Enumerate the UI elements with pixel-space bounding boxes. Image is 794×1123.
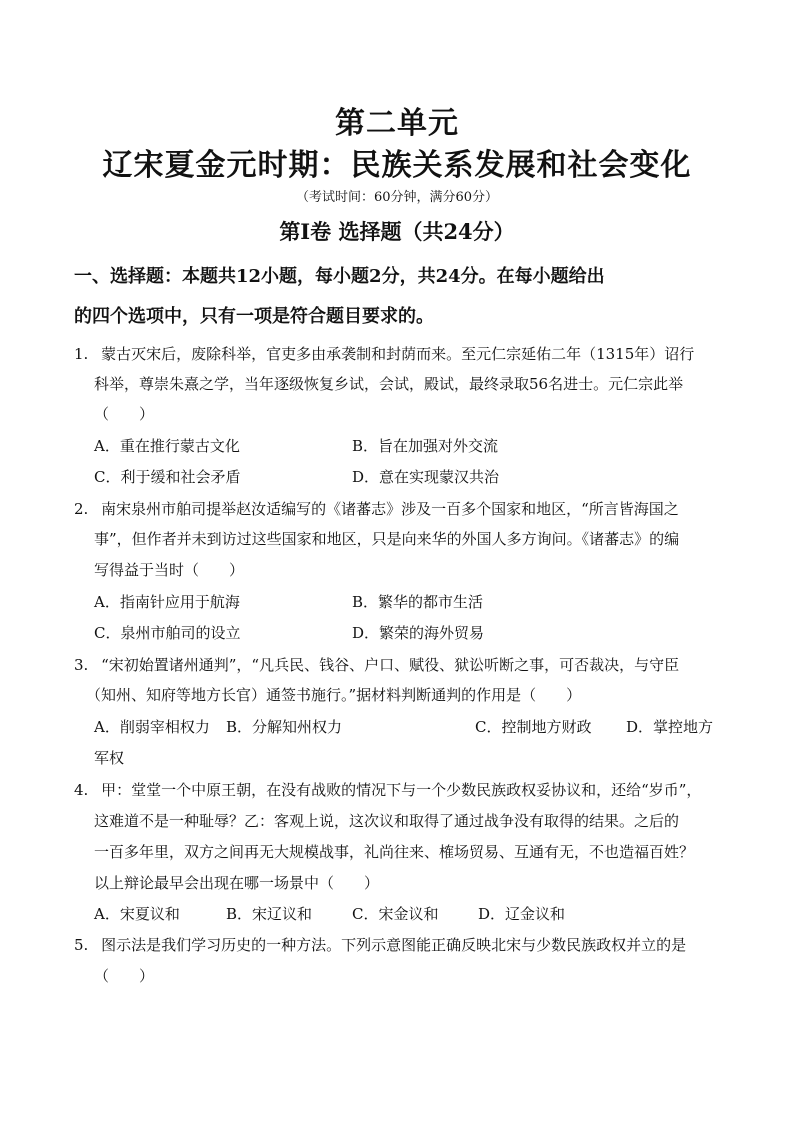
option-b: B．繁华的都市生活: [352, 593, 484, 611]
instructions-line-2: 的四个选项中，只有一项是符合题目要求的。: [74, 306, 434, 327]
exam-info: （考试时间：60分钟，满分60分）: [295, 190, 499, 205]
option-c: C．宋金议和: [352, 905, 439, 923]
question-number: 5.: [74, 936, 89, 954]
section-title: 第I卷 选择题（共24分）: [279, 219, 515, 244]
answer-blank: （ ）: [94, 967, 155, 985]
option-b: B．宋辽议和: [226, 905, 313, 923]
unit-title: 第二单元: [335, 106, 459, 141]
option-b: B．分解知州权力: [226, 718, 343, 736]
option-d-continued: 军权: [94, 749, 125, 767]
question-text-line: （知州、知府等地方长官）通签书施行。”据材料判断通判的作用是（ ）: [86, 686, 582, 704]
option-d: D．意在实现蒙汉共治: [352, 468, 500, 486]
answer-blank: （ ）: [94, 405, 155, 423]
option-a: A．削弱宰相权力: [94, 718, 210, 736]
question-text-line: 图示法是我们学习历史的一种方法。下列示意图能正确反映北宋与少数民族政权并立的是: [101, 936, 687, 954]
question-number: 2.: [74, 500, 89, 518]
question-number: 4.: [74, 781, 89, 799]
option-c: C．控制地方财政: [475, 718, 592, 736]
option-d: D．掌控地方: [626, 718, 714, 736]
option-c: C．泉州市舶司的设立: [94, 624, 241, 642]
option-b: B．旨在加强对外交流: [352, 437, 499, 455]
option-a: A．指南针应用于航海: [94, 593, 240, 611]
question-text-line: 甲：堂堂一个中原王朝，在没有战败的情况下与一个少数民族政权妥协议和，还给“岁币”，: [101, 781, 702, 799]
question-text-line: 以上辩论最早会出现在哪一场景中（ ）: [94, 874, 380, 892]
option-a: A．宋夏议和: [94, 905, 180, 923]
page-title: 辽宋夏金元时期：民族关系发展和社会变化: [102, 148, 692, 183]
question-text-line: 写得益于当时（ ）: [94, 561, 245, 579]
question-text-line: 蒙古灭宋后，废除科举，官吏多由承袭制和封荫而来。至元仁宗延佑二年（1315年）诏行: [101, 345, 695, 363]
option-d: D．繁荣的海外贸易: [352, 624, 485, 642]
option-d: D．辽金议和: [478, 905, 566, 923]
question-text-line: “宋初始置诸州通判”，“凡兵民、钱谷、户口、赋役、狱讼听断之事，可否裁决，与守臣: [101, 656, 680, 674]
question-text-line: 一百多年里，双方之间再无大规模战事，礼尚往来、榷场贸易、互通有无，不也造福百姓？: [94, 843, 695, 861]
question-text-line: 这难道不是一种耻辱？乙：客观上说，这次议和取得了通过战争没有取得的结果。之后的: [94, 812, 680, 830]
question-text-line: 科举，尊崇朱熹之学，当年逐级恢复乡试，会试，殿试，最终录取56名进士。元仁宗此举: [94, 375, 684, 393]
question-number: 1.: [74, 345, 89, 363]
option-c: C．利于缓和社会矛盾: [94, 468, 241, 486]
option-a: A．重在推行蒙古文化: [94, 437, 240, 455]
instructions-line-1: 一、选择题：本题共12小题，每小题2分，共24分。在每小题给出: [74, 266, 605, 287]
question-number: 3.: [74, 656, 89, 674]
question-text-line: 南宋泉州市舶司提举赵汝适编写的《诸蕃志》涉及一百多个国家和地区，“所言皆海国之: [101, 500, 679, 518]
question-text-line: 事”，但作者并未到访过这些国家和地区，只是向来华的外国人多方询问。《诸蕃志》的编: [94, 530, 680, 548]
